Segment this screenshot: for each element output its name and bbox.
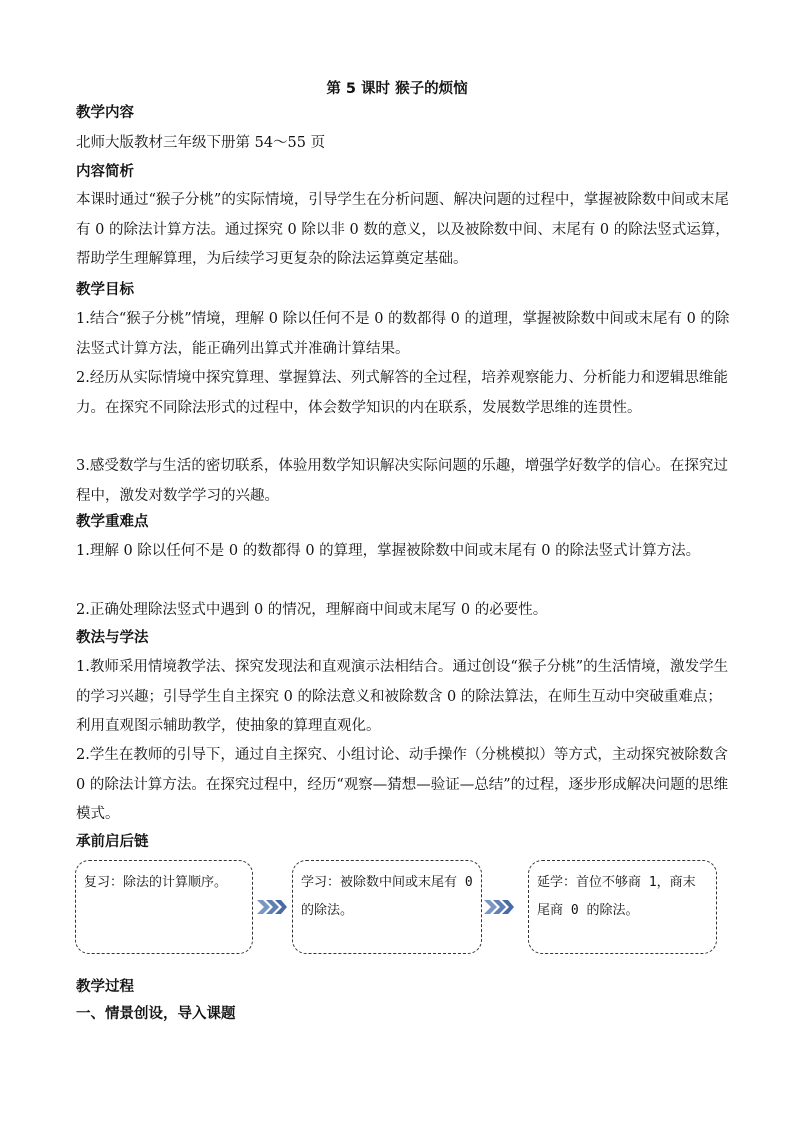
double-chevron-icon bbox=[484, 899, 514, 915]
lesson-title: 第 5 课时 猴子的烦恼 bbox=[326, 81, 468, 97]
key-point-item: 1.理解 0 除以任何不是 0 的数都得 0 的算理，掌握被除数中间或末尾有 0 的除法竖式计算方法。 bbox=[76, 543, 701, 559]
heading-methods: 教法与学法 bbox=[76, 630, 149, 646]
content-analysis-text: 本课时通过“猴子分桃”的实际情境，引导学生在分析问题、解决问题的过程中，掌握被除数中间或末尾有 0 的除法计算方法。通过探究 0 除以非 0 数的意义，以及被除数中间、末尾有 0 的除法竖式运算，帮助学生理解算理，为后续学习更复杂的除法运算奠定基础。 bbox=[76, 192, 730, 267]
method-item: 1.教师采用情境教学法、探究发现法和直观演示法相结合。通过创设“猴子分桃”的生活情境，激发学生的学习兴趣；引导学生自主探究 0 的除法意义和被除数含 0 的除法算法，在师生互动中突破重难点；利用直观图示辅助教学，使抽象的算理直观化。 bbox=[76, 659, 729, 734]
key-point-item: 2.正确处理除法竖式中遇到 0 的情况，理解商中间或末尾写 0 的必要性。 bbox=[76, 602, 548, 618]
heading-teaching-goals: 教学目标 bbox=[76, 282, 134, 298]
goal-item: 1.结合“猴子分桃”情境，理解 0 除以任何不是 0 的数都得 0 的道理，掌握被除数中间或末尾有 0 的除法竖式计算方法，能正确列出算式并准确计算结果。 bbox=[76, 311, 730, 357]
step-heading: 一、情景创设，导入课题 bbox=[76, 1006, 236, 1022]
heading-teaching-content: 教学内容 bbox=[76, 105, 134, 121]
method-item: 2.学生在教师的引导下，通过自主探究、小组讨论、动手操作（分桃模拟）等方式，主动探究被除数含 0 的除法计算方法。在探究过程中，经历“观察—猜想—验证—总结”的过程，逐步形成解决问题的思维模式。 bbox=[76, 747, 729, 822]
chain-box-learn: 学习：被除数中间或末尾有 0 的除法。 bbox=[292, 860, 482, 954]
goal-item: 3.感受数学与生活的密切联系，体验用数学知识解决实际问题的乐趣，增强学好数学的信心。在探究过程中，激发对数学学习的兴趣。 bbox=[76, 458, 728, 504]
teaching-content-text: 北师大版教材三年级下册第 54～55 页 bbox=[76, 135, 326, 151]
heading-chain: 承前启后链 bbox=[76, 834, 149, 850]
chain-box-review: 复习：除法的计算顺序。 bbox=[75, 860, 253, 954]
chain-box-extend: 延学：首位不够商 1，商末尾商 0 的除法。 bbox=[528, 860, 717, 954]
double-chevron-icon bbox=[257, 899, 287, 915]
heading-teaching-process: 教学过程 bbox=[76, 979, 134, 995]
heading-content-analysis: 内容简析 bbox=[76, 164, 134, 180]
heading-key-points: 教学重难点 bbox=[76, 514, 149, 530]
goal-item: 2.经历从实际情境中探究算理、掌握算法、列式解答的全过程，培养观察能力、分析能力和逻辑思维能力。在探究不同除法形式的过程中，体会数学知识的内在联系，发展数学思维的连贯性。 bbox=[76, 370, 728, 416]
